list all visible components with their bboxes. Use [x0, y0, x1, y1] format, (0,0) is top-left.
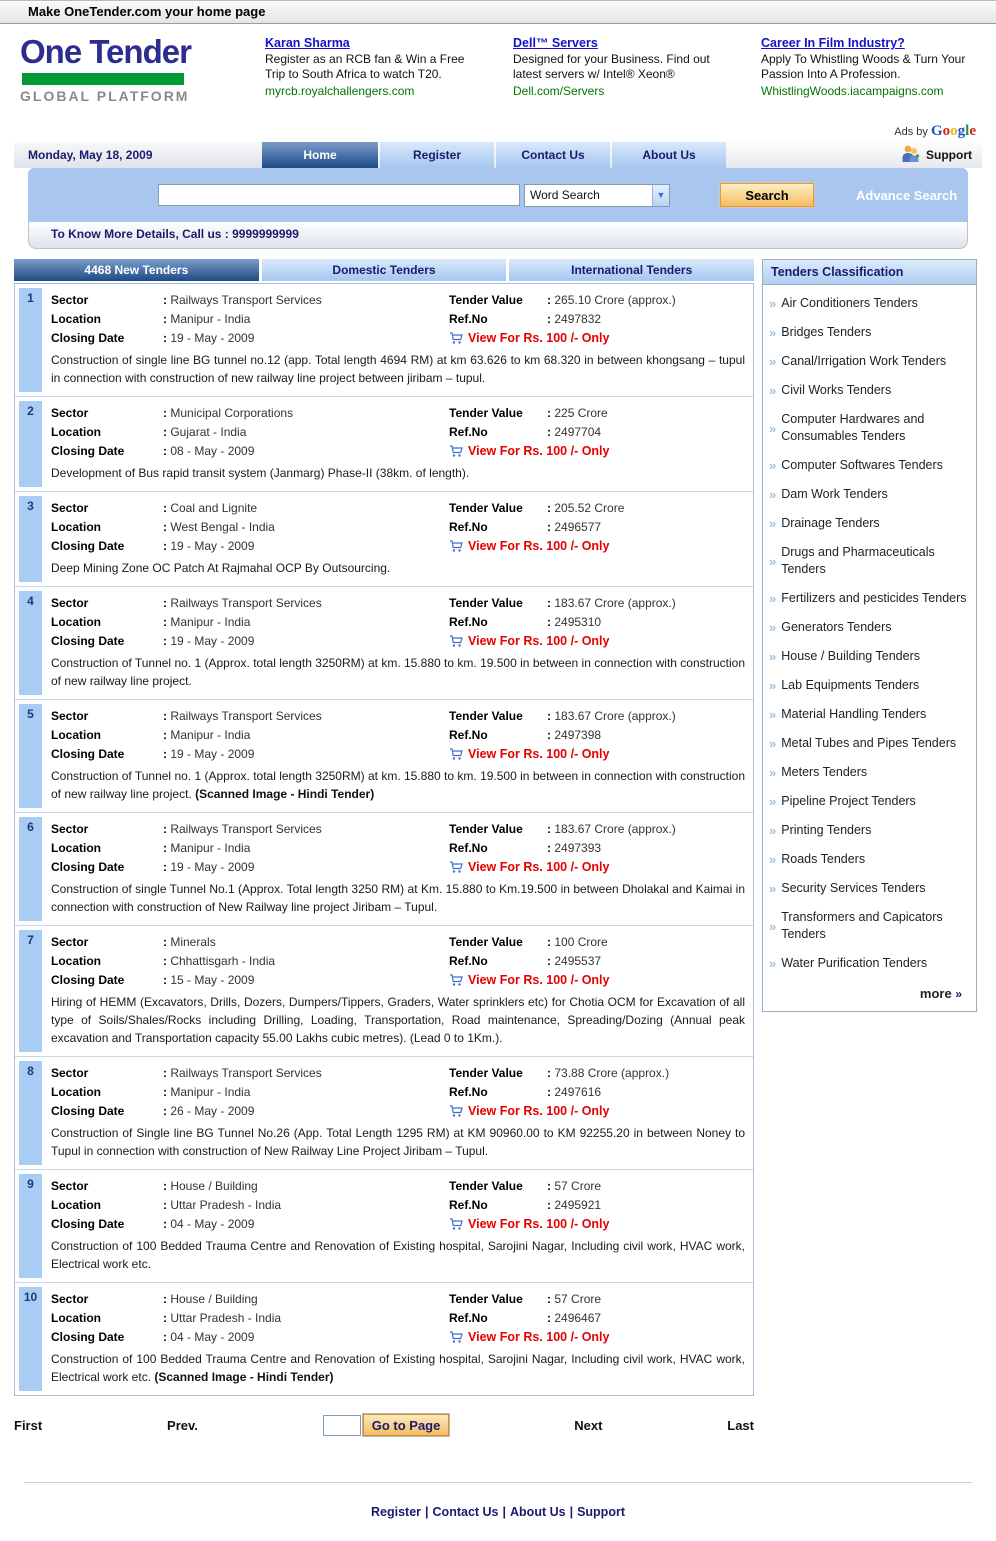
category-label: Bridges Tenders — [781, 325, 872, 339]
first-page-link[interactable]: First — [14, 1417, 43, 1433]
sector-value: : Municipal Corporations — [163, 404, 293, 423]
category-label: Drainage Tenders — [781, 516, 880, 530]
tender-value-value: : 183.67 Crore (approx.) — [547, 820, 676, 839]
cart-icon[interactable] — [449, 748, 463, 761]
chevron-down-icon[interactable]: ▼ — [652, 185, 669, 206]
tender-value-label: Tender Value — [449, 935, 523, 949]
sector-label: Sector — [51, 596, 89, 610]
double-chevron-icon: » — [769, 956, 777, 971]
sector-label: Sector — [51, 822, 89, 836]
closing-date-label: Closing Date — [51, 331, 125, 345]
ref-no-value: : 2495921 — [547, 1196, 601, 1215]
ad-url-link[interactable]: myrcb.royalchallengers.com — [265, 84, 415, 98]
google-logo: Google — [930, 123, 976, 139]
category-label: Drugs and Pharmaceuticals Tenders — [781, 545, 935, 576]
category-label: Computer Hardwares and Consumables Tenders — [781, 412, 925, 443]
footer-separator: | — [569, 1505, 574, 1519]
sidebar-item-category[interactable] — [767, 903, 972, 949]
sidebar-item-category[interactable] — [767, 451, 972, 480]
sector-value: : House / Building — [163, 1177, 258, 1196]
go-to-page-button[interactable]: Go to Page — [363, 1414, 450, 1436]
tender-value-label: Tender Value — [449, 709, 523, 723]
sidebar-item-category[interactable] — [767, 318, 972, 347]
view-tender-link[interactable]: View For Rs. 100 /- Only — [468, 1330, 610, 1344]
double-chevron-icon: » — [769, 620, 777, 635]
sector-label: Sector — [51, 406, 89, 420]
tender-list — [14, 283, 754, 1396]
tender-description: Construction of 100 Bedded Trauma Centre and Renovation of Existing hospital, Sarojini Nagar, Including civil work, HVAC work, Electrical work etc. — [51, 1239, 745, 1271]
table-row — [15, 700, 753, 813]
footer-link-register[interactable]: Register — [371, 1505, 422, 1519]
double-chevron-icon: » — [769, 487, 777, 502]
sidebar-list — [763, 285, 976, 978]
location-value: : Gujarat - India — [163, 423, 246, 442]
table-row — [15, 1057, 753, 1170]
tender-number: 3 — [19, 496, 42, 582]
table-row — [15, 1170, 753, 1283]
sector-value: : Coal and Lignite — [163, 499, 257, 518]
tender-value-value: : 73.88 Crore (approx.) — [547, 1064, 669, 1083]
nav-tab-contact-us[interactable]: Contact Us — [496, 142, 610, 168]
sidebar-item-category[interactable] — [767, 949, 972, 978]
location-label: Location — [51, 1085, 101, 1099]
cart-icon[interactable] — [449, 445, 463, 458]
tender-number: 10 — [19, 1287, 42, 1391]
tender-value-label: Tender Value — [449, 1292, 523, 1306]
more-label: more — [919, 986, 952, 1001]
closing-date-label: Closing Date — [51, 747, 125, 761]
category-label: Roads Tenders — [781, 852, 866, 866]
footer-link-about-us[interactable]: About Us — [510, 1505, 566, 1519]
table-row — [15, 492, 753, 587]
sector-value: : Railways Transport Services — [163, 820, 322, 839]
sector-value: : Railways Transport Services — [163, 291, 322, 310]
cart-icon[interactable] — [449, 861, 463, 874]
cart-icon[interactable] — [449, 1331, 463, 1344]
tab-4468-new-tenders[interactable]: 4468 New Tenders — [14, 259, 259, 281]
sidebar-item-category[interactable] — [767, 538, 972, 584]
ref-no-value: : 2497832 — [547, 310, 601, 329]
prev-page-link[interactable]: Prev. — [167, 1417, 198, 1433]
ref-no-label: Ref.No — [449, 841, 488, 855]
search-panel — [28, 168, 968, 222]
view-tender-link[interactable]: View For Rs. 100 /- Only — [468, 747, 610, 761]
sector-label: Sector — [51, 935, 89, 949]
cart-icon[interactable] — [449, 635, 463, 648]
tenders-classification-panel — [762, 259, 977, 1012]
ref-no-label: Ref.No — [449, 615, 488, 629]
logo-green-bar — [22, 73, 184, 85]
category-label: Fertilizers and pesticides Tenders — [781, 591, 967, 605]
tender-value-value: : 265.10 Crore (approx.) — [547, 291, 676, 310]
sidebar-item-category[interactable] — [767, 787, 972, 816]
location-value: : Uttar Pradesh - India — [163, 1196, 281, 1215]
double-chevron-icon: » — [769, 736, 777, 751]
category-label: Pipeline Project Tenders — [781, 794, 916, 808]
category-label: Water Purification Tenders — [781, 956, 928, 970]
ad-block — [265, 36, 483, 98]
tender-number: 8 — [19, 1061, 42, 1165]
tender-description: Construction of single Tunnel No.1 (Approx. Total length 3250 RM) at Km. 15.880 to Km.19.500 in between Dholakal and Kaimai in connection with construction of New Railway line project Jiribam – Tupul. — [51, 882, 745, 914]
google-ads — [265, 36, 979, 98]
tender-number: 1 — [19, 288, 42, 392]
sector-value: : Railways Transport Services — [163, 594, 322, 613]
view-tender-link[interactable]: View For Rs. 100 /- Only — [468, 973, 610, 987]
ref-no-value: : 2497704 — [547, 423, 601, 442]
page-number-input[interactable] — [323, 1415, 361, 1436]
category-label: Lab Equipments Tenders — [781, 678, 920, 692]
closing-date-value: : 19 - May - 2009 — [163, 858, 254, 877]
logo-title: One Tender — [20, 33, 191, 70]
footer-link-support[interactable]: Support — [577, 1505, 625, 1519]
dropdown-selected-value: Word Search — [530, 188, 600, 202]
sidebar-item-category[interactable] — [767, 509, 972, 538]
view-tender-link[interactable]: View For Rs. 100 /- Only — [468, 634, 610, 648]
tender-description: Construction of 100 Bedded Trauma Centre and Renovation of Existing hospital, Sarojini Nagar, Including civil work, HVAC work, Electrical work etc. (Scanned Image - Hindi Tender) — [51, 1352, 745, 1384]
pagination — [14, 1414, 754, 1436]
category-label: Canal/Irrigation Work Tenders — [781, 354, 947, 368]
double-chevron-icon: » — [769, 296, 777, 311]
sector-label: Sector — [51, 1066, 89, 1080]
tender-value-label: Tender Value — [449, 293, 523, 307]
closing-date-value: : 19 - May - 2009 — [163, 632, 254, 651]
closing-date-value: : 04 - May - 2009 — [163, 1215, 254, 1234]
tender-description: Construction of Single line BG Tunnel No.26 (App. Total Length 1295 RM) at KM 90960.00 to KM 92255.20 in between Noney to Tupul in connection with construction of New Railway Line Project Jiribam – Tupul. — [51, 1126, 745, 1158]
tender-description: Construction of single line BG tunnel no.12 (app. Total length 4694 RM) at km 63.626 to km 68.320 in between khongsang – tupul in connection with construction of new railway line project between jiribam – tupul. — [51, 353, 745, 385]
view-tender-link[interactable]: View For Rs. 100 /- Only — [468, 1217, 610, 1231]
double-chevron-icon: » — [769, 325, 777, 340]
double-chevron-icon: » — [769, 918, 777, 934]
search-type-dropdown[interactable] — [524, 184, 670, 207]
sidebar-item-category[interactable] — [767, 405, 972, 451]
double-chevron-icon: » — [769, 823, 777, 838]
nav-tab-register[interactable]: Register — [380, 142, 494, 168]
location-value: : Uttar Pradesh - India — [163, 1309, 281, 1328]
tender-description: Construction of Tunnel no. 1 (Approx. total length 3250RM) at km. 15.880 to km. 19.500 in between in connection with construction of new railway line project. (Scanned Image - Hindi Tender) — [51, 769, 745, 801]
ad-block — [513, 36, 731, 98]
tender-value-value: : 205.52 Crore — [547, 499, 624, 518]
double-chevron-icon: » — [769, 765, 777, 780]
sector-value: : Railways Transport Services — [163, 1064, 322, 1083]
tender-number: 2 — [19, 401, 42, 487]
view-tender-link[interactable]: View For Rs. 100 /- Only — [468, 860, 610, 874]
category-label: Dam Work Tenders — [781, 487, 888, 501]
table-row — [15, 926, 753, 1057]
location-label: Location — [51, 312, 101, 326]
ref-no-label: Ref.No — [449, 728, 488, 742]
more-link[interactable] — [763, 978, 976, 1011]
tender-number: 5 — [19, 704, 42, 808]
main-navbar — [14, 142, 982, 168]
sidebar-item-category[interactable] — [767, 584, 972, 613]
sidebar-item-category[interactable] — [767, 729, 972, 758]
ref-no-label: Ref.No — [449, 425, 488, 439]
last-page-link[interactable]: Last — [727, 1417, 754, 1433]
support-people-icon — [899, 144, 921, 167]
sector-value: : House / Building — [163, 1290, 258, 1309]
support-label: Support — [926, 148, 972, 162]
tender-value-label: Tender Value — [449, 501, 523, 515]
sidebar-item-category[interactable] — [767, 700, 972, 729]
sidebar-item-category[interactable] — [767, 642, 972, 671]
ref-no-value: : 2497398 — [547, 726, 601, 745]
tender-value-label: Tender Value — [449, 406, 523, 420]
location-label: Location — [51, 1311, 101, 1325]
double-chevron-icon: » — [769, 553, 777, 569]
closing-date-label: Closing Date — [51, 444, 125, 458]
closing-date-value: : 19 - May - 2009 — [163, 329, 254, 348]
tender-number: 4 — [19, 591, 42, 695]
more-arrow-icon: » — [955, 987, 962, 1001]
location-label: Location — [51, 1198, 101, 1212]
closing-date-value: : 15 - May - 2009 — [163, 971, 254, 990]
category-label: Computer Softwares Tenders — [781, 458, 943, 472]
cart-icon[interactable] — [449, 974, 463, 987]
sector-label: Sector — [51, 1179, 89, 1193]
double-chevron-icon: » — [769, 649, 777, 664]
tender-value-label: Tender Value — [449, 596, 523, 610]
tender-value-label: Tender Value — [449, 1066, 523, 1080]
table-row — [15, 813, 753, 926]
sidebar-item-category[interactable] — [767, 845, 972, 874]
table-row — [15, 587, 753, 700]
location-label: Location — [51, 425, 101, 439]
sidebar-item-category[interactable] — [767, 874, 972, 903]
double-chevron-icon: » — [769, 794, 777, 809]
site-logo[interactable] — [20, 34, 200, 104]
next-page-link[interactable]: Next — [574, 1417, 603, 1433]
category-label: Generators Tenders — [781, 620, 892, 634]
closing-date-label: Closing Date — [51, 1330, 125, 1344]
double-chevron-icon: » — [769, 516, 777, 531]
table-row — [15, 284, 753, 397]
search-button[interactable]: Search — [720, 183, 814, 207]
cart-icon[interactable] — [449, 332, 463, 345]
footer-separator: | — [502, 1505, 507, 1519]
category-label: Material Handling Tenders — [781, 707, 927, 721]
nav-tabs — [262, 142, 728, 168]
category-label: Air Conditioners Tenders — [781, 296, 918, 310]
cart-icon[interactable] — [449, 540, 463, 553]
location-value: : Manipur - India — [163, 839, 250, 858]
ref-no-label: Ref.No — [449, 1311, 488, 1325]
ad-title-link[interactable]: Dell™ Servers — [513, 36, 598, 50]
call-us-banner: To Know More Details, Call us : 9999999999 — [28, 222, 968, 249]
tender-description: Hiring of HEMM (Excavators, Drills, Dozers, Dumpers/Tippers, Graders, Water sprinklers etc) for Chotia OCM for Excavation of all type of Soils/Shales/Rocks including Drilling, Loading, Transportation, Road maintenance, Spreading/Dozing (Annual peak excavation and Transportation capacity 55.00 Lakhs cubic metres). (Lead 0 to 1Km.). — [51, 995, 745, 1045]
view-tender-link[interactable]: View For Rs. 100 /- Only — [468, 539, 610, 553]
tender-value-value: : 100 Crore — [547, 933, 608, 952]
table-row — [15, 397, 753, 492]
tender-tabs — [14, 259, 754, 281]
sector-label: Sector — [51, 293, 89, 307]
double-chevron-icon: » — [769, 852, 777, 867]
closing-date-value: : 26 - May - 2009 — [163, 1102, 254, 1121]
double-chevron-icon: » — [769, 420, 777, 436]
sidebar-item-category[interactable] — [767, 613, 972, 642]
closing-date-value: : 08 - May - 2009 — [163, 442, 254, 461]
location-label: Location — [51, 841, 101, 855]
tender-description: Construction of Tunnel no. 1 (Approx. total length 3250RM) at km. 15.880 to km. 19.500 in between in connection with construction of new railway line project. — [51, 656, 745, 688]
ref-no-label: Ref.No — [449, 954, 488, 968]
ad-body: Apply To Whistling Woods & Turn Your Passion Into A Profession. — [761, 52, 966, 81]
tender-number: 7 — [19, 930, 42, 1052]
tender-value-value: : 57 Crore — [547, 1290, 601, 1309]
logo-subtitle: GLOBAL PLATFORM — [20, 88, 190, 104]
ref-no-label: Ref.No — [449, 312, 488, 326]
footer-link-contact-us[interactable]: Contact Us — [432, 1505, 499, 1519]
closing-date-label: Closing Date — [51, 1104, 125, 1118]
tender-number: 6 — [19, 817, 42, 921]
sidebar-item-category[interactable] — [767, 816, 972, 845]
tab-domestic-tenders[interactable]: Domestic Tenders — [262, 259, 507, 281]
location-label: Location — [51, 520, 101, 534]
page-header — [0, 24, 996, 142]
category-label: Civil Works Tenders — [781, 383, 892, 397]
view-tender-link[interactable]: View For Rs. 100 /- Only — [468, 444, 610, 458]
tender-value-value: : 183.67 Crore (approx.) — [547, 707, 676, 726]
view-tender-link[interactable]: View For Rs. 100 /- Only — [468, 331, 610, 345]
footer-separator: | — [425, 1505, 429, 1519]
ref-no-value: : 2497616 — [547, 1083, 601, 1102]
ref-no-value: : 2497393 — [547, 839, 601, 858]
sector-value: : Railways Transport Services — [163, 707, 322, 726]
support-link[interactable] — [728, 142, 982, 168]
location-value: : Manipur - India — [163, 1083, 250, 1102]
view-tender-link[interactable]: View For Rs. 100 /- Only — [468, 1104, 610, 1118]
category-label: Meters Tenders — [781, 765, 868, 779]
nav-tab-home[interactable]: Home — [262, 142, 378, 168]
ad-body: Designed for your Business. Find out latest servers w/ Intel® Xeon® — [513, 52, 710, 81]
closing-date-label: Closing Date — [51, 539, 125, 553]
ref-no-label: Ref.No — [449, 520, 488, 534]
cart-icon[interactable] — [449, 1105, 463, 1118]
ad-title-link[interactable]: Karan Sharma — [265, 36, 350, 50]
ref-no-value: : 2495310 — [547, 613, 601, 632]
location-label: Location — [51, 728, 101, 742]
ref-no-value: : 2496577 — [547, 518, 601, 537]
sector-label: Sector — [51, 501, 89, 515]
sidebar-title: Tenders Classification — [763, 260, 976, 285]
location-label: Location — [51, 954, 101, 968]
location-value: : Manipur - India — [163, 613, 250, 632]
current-date: Monday, May 18, 2009 — [14, 142, 262, 168]
nav-tab-about-us[interactable]: About Us — [612, 142, 726, 168]
advance-search-link[interactable]: Advance Search — [856, 187, 958, 203]
sector-label: Sector — [51, 709, 89, 723]
sidebar-item-category[interactable] — [767, 671, 972, 700]
location-label: Location — [51, 615, 101, 629]
tender-value-label: Tender Value — [449, 1179, 523, 1193]
location-value: : Chhattisgarh - India — [163, 952, 275, 971]
location-value: : West Bengal - India — [163, 518, 275, 537]
closing-date-label: Closing Date — [51, 1217, 125, 1231]
sector-value: : Minerals — [163, 933, 216, 952]
sidebar-item-category[interactable] — [767, 480, 972, 509]
category-label: Printing Tenders — [781, 823, 872, 837]
ref-no-value: : 2496467 — [547, 1309, 601, 1328]
tab-international-tenders[interactable]: International Tenders — [509, 259, 754, 281]
double-chevron-icon: » — [769, 707, 777, 722]
ad-body: Register as an RCB fan & Win a Free Trip to South Africa to watch T20. — [265, 52, 465, 81]
make-homepage-link[interactable]: Make OneTender.com your home page — [0, 0, 996, 24]
double-chevron-icon: » — [769, 458, 777, 473]
closing-date-label: Closing Date — [51, 634, 125, 648]
closing-date-value: : 19 - May - 2009 — [163, 745, 254, 764]
double-chevron-icon: » — [769, 678, 777, 693]
ads-by-label: Ads by — [894, 126, 928, 138]
category-label: Transformers and Capicators Tenders — [781, 910, 943, 941]
ref-no-value: : 2495537 — [547, 952, 601, 971]
ref-no-label: Ref.No — [449, 1198, 488, 1212]
tender-value-value: : 183.67 Crore (approx.) — [547, 594, 676, 613]
tender-value-label: Tender Value — [449, 822, 523, 836]
tender-number: 9 — [19, 1174, 42, 1278]
double-chevron-icon: » — [769, 354, 777, 369]
tender-description: Deep Mining Zone OC Patch At Rajmahal OCP By Outsourcing. — [51, 561, 391, 575]
closing-date-value: : 19 - May - 2009 — [163, 537, 254, 556]
sidebar-item-category[interactable] — [767, 347, 972, 376]
sidebar-item-category[interactable] — [767, 376, 972, 405]
ad-title-link[interactable]: Career In Film Industry? — [761, 36, 905, 50]
sidebar-item-category[interactable] — [767, 289, 972, 318]
category-label: House / Building Tenders — [781, 649, 920, 663]
ad-block — [761, 36, 979, 98]
tender-description: Development of Bus rapid transit system (Janmarg) Phase-II (38km. of length). — [51, 466, 470, 480]
closing-date-value: : 04 - May - 2009 — [163, 1328, 254, 1347]
category-label: Security Services Tenders — [781, 881, 926, 895]
location-value: : Manipur - India — [163, 726, 250, 745]
ad-url-link[interactable]: WhistlingWoods.iacampaigns.com — [761, 84, 944, 98]
table-row — [15, 1283, 753, 1395]
search-input[interactable] — [158, 184, 520, 206]
sector-label: Sector — [51, 1292, 89, 1306]
double-chevron-icon: » — [769, 591, 777, 606]
ads-by-google[interactable] — [894, 123, 976, 140]
closing-date-label: Closing Date — [51, 860, 125, 874]
double-chevron-icon: » — [769, 881, 777, 896]
ad-url-link[interactable]: Dell.com/Servers — [513, 84, 605, 98]
location-value: : Manipur - India — [163, 310, 250, 329]
footer-links — [0, 1483, 996, 1541]
cart-icon[interactable] — [449, 1218, 463, 1231]
closing-date-label: Closing Date — [51, 973, 125, 987]
category-label: Metal Tubes and Pipes Tenders — [781, 736, 957, 750]
ref-no-label: Ref.No — [449, 1085, 488, 1099]
tender-value-value: : 57 Crore — [547, 1177, 601, 1196]
tender-value-value: : 225 Crore — [547, 404, 608, 423]
sidebar-item-category[interactable] — [767, 758, 972, 787]
double-chevron-icon: » — [769, 383, 777, 398]
